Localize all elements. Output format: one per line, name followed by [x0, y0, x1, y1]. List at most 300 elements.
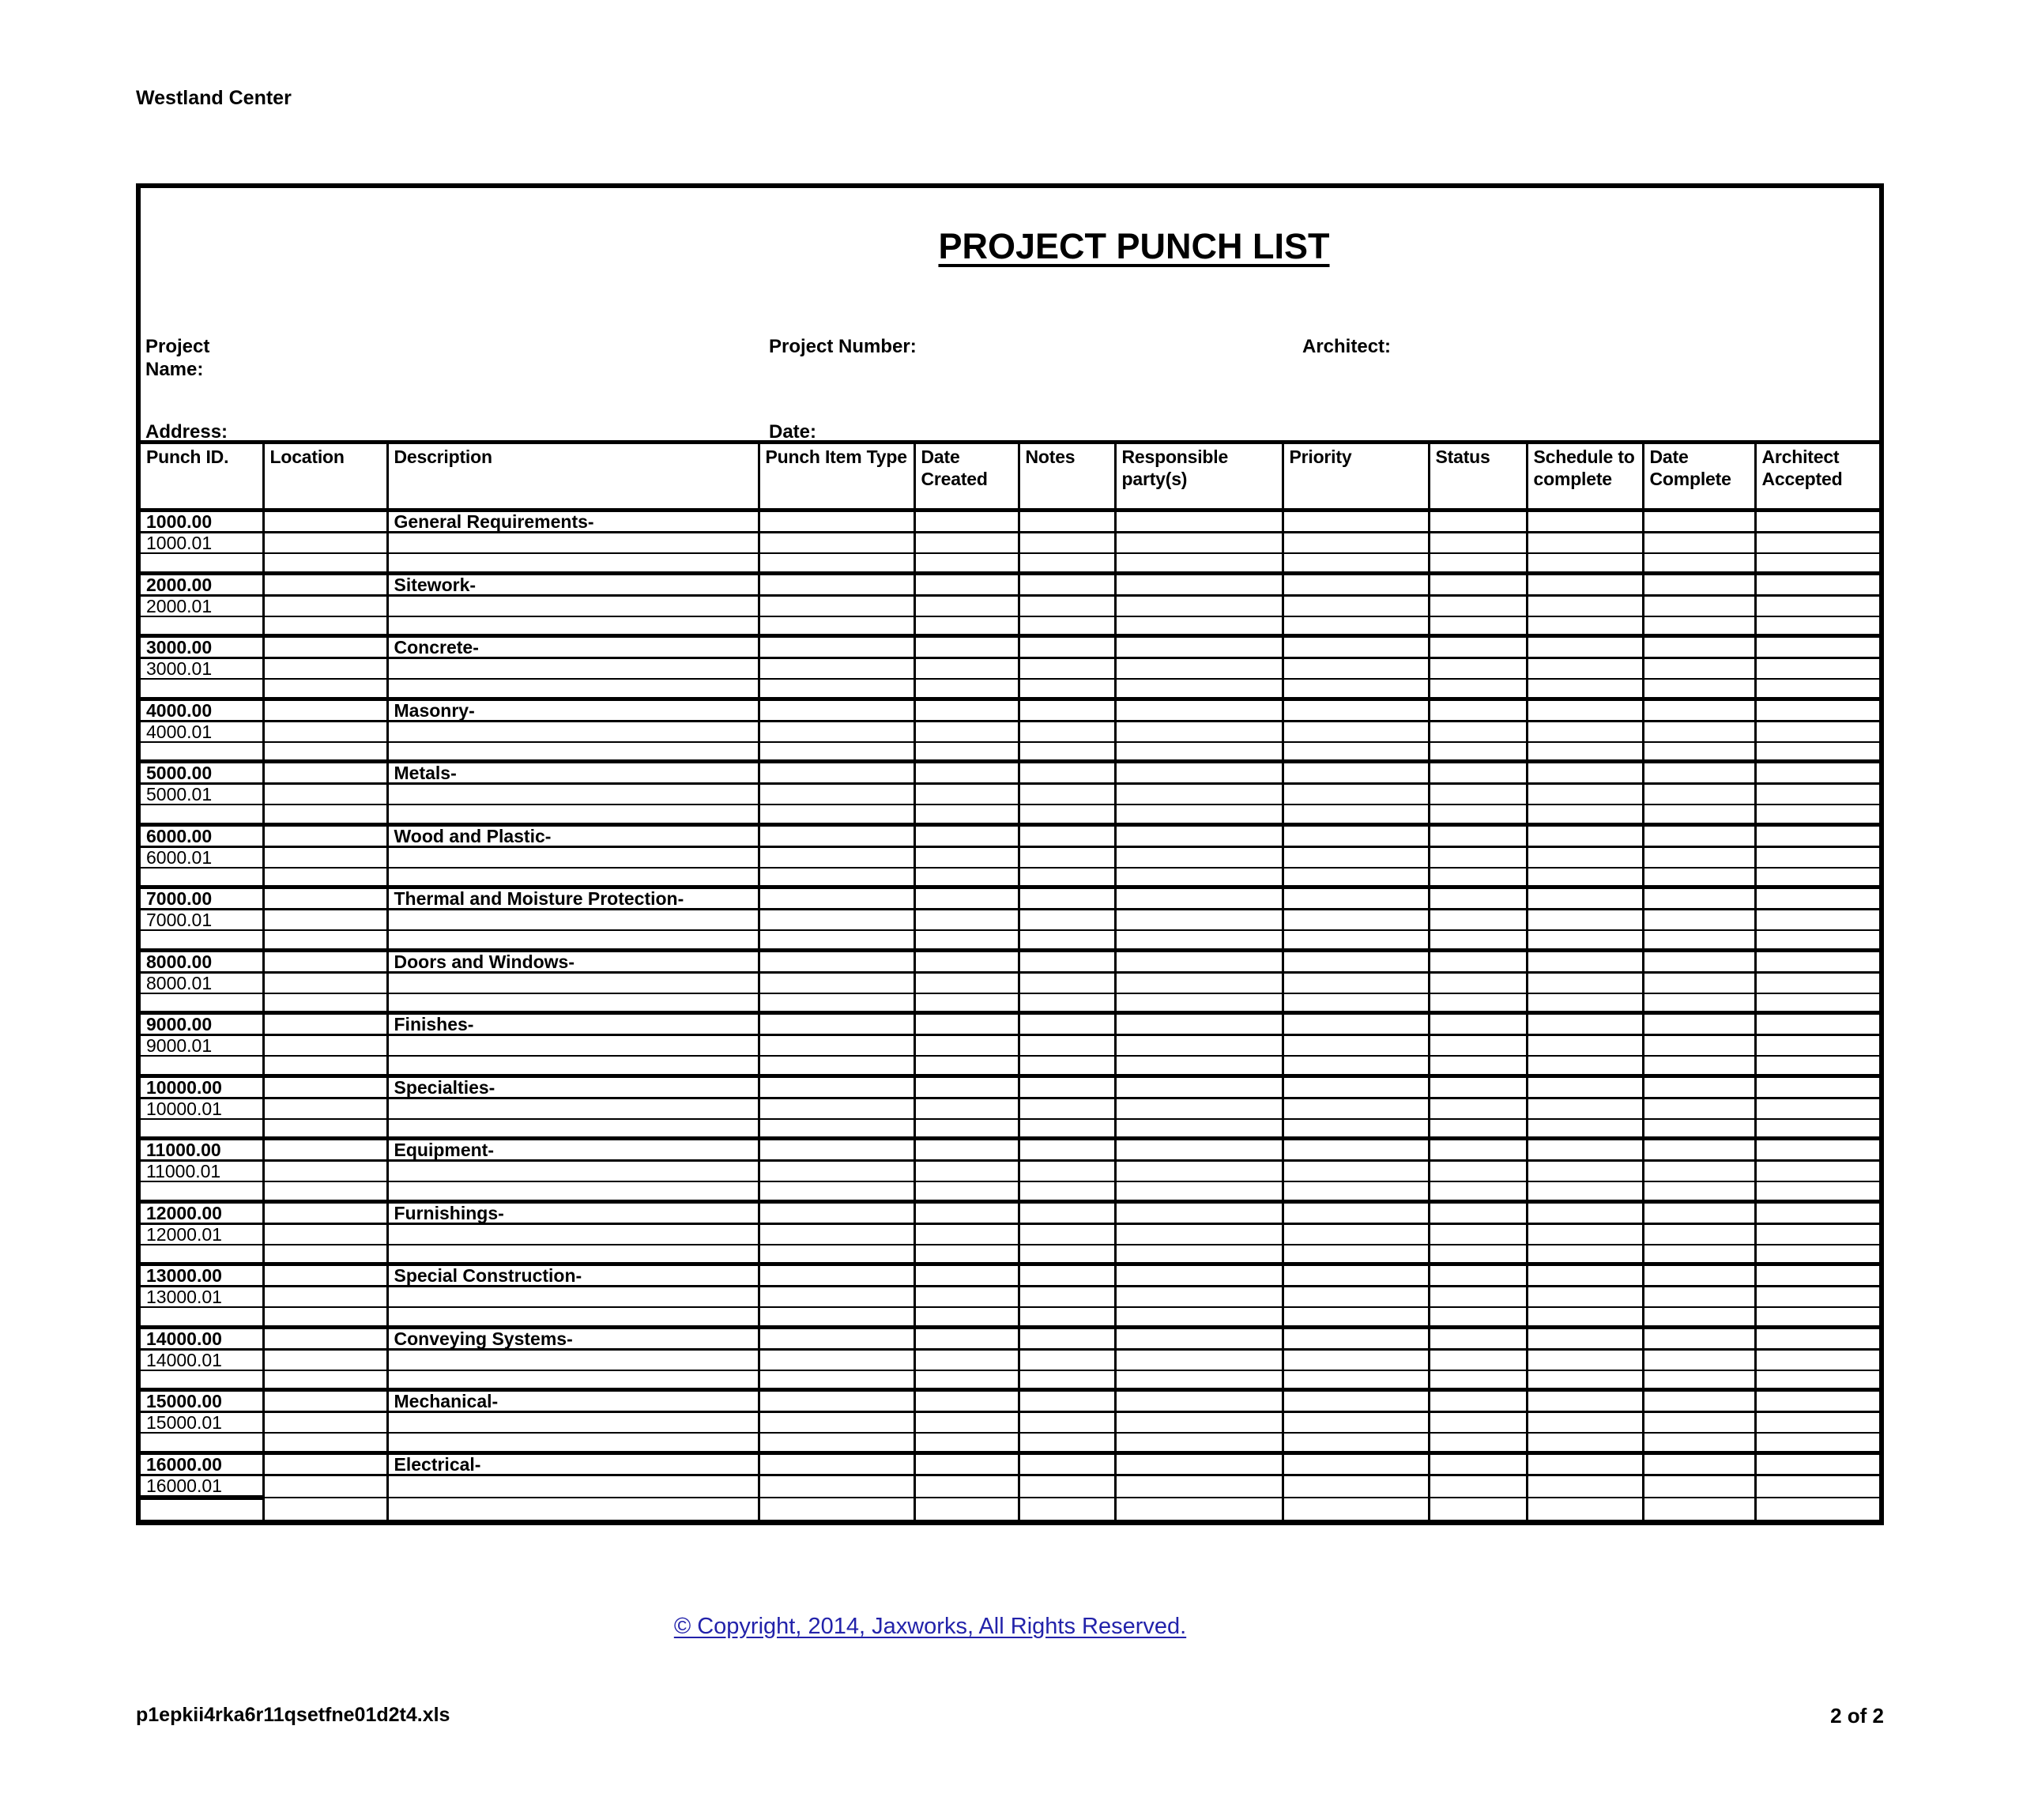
- cell-empty: [263, 1076, 387, 1098]
- cell-empty: [263, 1056, 387, 1076]
- cell-empty: [1115, 1307, 1283, 1327]
- cell-empty: [263, 1433, 387, 1453]
- cell-empty: [1755, 1119, 1879, 1139]
- cell-empty: [1429, 1370, 1527, 1390]
- cell-empty: [1755, 1307, 1879, 1327]
- cell-description: [387, 1433, 759, 1453]
- cell-empty: [1115, 1139, 1283, 1161]
- table-row: [141, 1139, 1879, 1161]
- cell-empty: [1527, 993, 1643, 1013]
- cell-description: Mechanical-: [387, 1390, 759, 1412]
- cell-description: [387, 1498, 759, 1520]
- table-row: [141, 1349, 1879, 1370]
- cell-empty: [1283, 699, 1429, 721]
- cell-empty: [1755, 910, 1879, 931]
- cell-empty: [1643, 616, 1755, 636]
- cell-empty: [1283, 1264, 1429, 1287]
- cell-empty: [1527, 1264, 1643, 1287]
- cell-empty: [1115, 1223, 1283, 1245]
- cell-punch-id: 14000.00: [146, 1328, 222, 1349]
- cell-empty: [1115, 658, 1283, 680]
- cell-empty: [914, 1139, 1019, 1161]
- cell-empty: [759, 595, 914, 616]
- cell-empty: [914, 1056, 1019, 1076]
- cell-empty: [1429, 846, 1527, 868]
- cell-empty: [1755, 1433, 1879, 1453]
- cell-empty: [1527, 511, 1643, 533]
- cell-empty: [759, 1287, 914, 1308]
- cell-empty: [1429, 1035, 1527, 1057]
- cell-empty: [759, 930, 914, 950]
- cell-empty: [1755, 553, 1879, 573]
- cell-empty: [1019, 679, 1115, 699]
- cell-punch-id: 16000.01: [141, 1475, 263, 1498]
- table-row: [141, 1287, 1879, 1308]
- cell-empty: [1527, 1433, 1643, 1453]
- cell-empty: [1283, 804, 1429, 824]
- cell-empty: [914, 658, 1019, 680]
- cell-empty: [263, 1245, 387, 1264]
- cell-empty: [759, 1098, 914, 1119]
- cell-empty: [1643, 950, 1755, 972]
- project-name-label: Project Name:: [145, 336, 210, 380]
- cell-empty: [914, 972, 1019, 993]
- cell-empty: [1755, 1264, 1879, 1287]
- cell-empty: [1527, 533, 1643, 554]
- cell-punch-id: 14000.01: [146, 1349, 222, 1370]
- cell-empty: [1283, 1433, 1429, 1453]
- cell-empty: [1115, 533, 1283, 554]
- cell-empty: [1643, 1181, 1755, 1201]
- cell-empty: [1115, 1013, 1283, 1035]
- cell-empty: [1283, 1098, 1429, 1119]
- cell-empty: [914, 679, 1019, 699]
- cell-empty: [759, 1433, 914, 1453]
- cell-empty: [1283, 930, 1429, 950]
- table-row: [141, 804, 1879, 824]
- cell-empty: [1019, 1264, 1115, 1287]
- cell-empty: [1019, 972, 1115, 993]
- cell-empty: [263, 868, 387, 887]
- cell-empty: [1019, 784, 1115, 805]
- cell-empty: [1115, 1119, 1283, 1139]
- cell-empty: [1643, 1349, 1755, 1370]
- cell-empty: [1283, 846, 1429, 868]
- cell-empty: [263, 1013, 387, 1035]
- cell-empty: [1019, 721, 1115, 742]
- cell-empty: [1283, 1119, 1429, 1139]
- cell-empty: [914, 1412, 1019, 1434]
- cell-empty: [759, 784, 914, 805]
- cell-empty: [1115, 511, 1283, 533]
- footer-page-number: 2 of 2: [1830, 1704, 1884, 1728]
- cell-description: [387, 804, 759, 824]
- cell-empty: [263, 1390, 387, 1412]
- cell-empty: [1115, 1287, 1283, 1308]
- cell-empty: [914, 868, 1019, 887]
- cell-empty: [1643, 1035, 1755, 1057]
- cell-empty: [1643, 1433, 1755, 1453]
- cell-empty: [1115, 1327, 1283, 1349]
- table-row: [141, 1433, 1879, 1453]
- column-header-notes: Notes: [1019, 443, 1115, 511]
- cell-punch-id: 12000.01: [146, 1223, 222, 1245]
- cell-empty: [1429, 1307, 1527, 1327]
- cell-empty: [759, 1327, 914, 1349]
- cell-empty: [263, 553, 387, 573]
- page-title: PROJECT PUNCH LIST: [938, 226, 1330, 266]
- cell-empty: [1429, 533, 1527, 554]
- cell-empty: [1643, 910, 1755, 931]
- cell-empty: [1643, 804, 1755, 824]
- cell-empty: [759, 1475, 914, 1498]
- cell-empty: [1429, 658, 1527, 680]
- cell-empty: [759, 1498, 914, 1520]
- cell-empty: [1527, 553, 1643, 573]
- cell-empty: [914, 595, 1019, 616]
- table-row: [141, 658, 1879, 680]
- cell-empty: [1755, 1349, 1879, 1370]
- cell-empty: [1643, 636, 1755, 658]
- cell-empty: [759, 511, 914, 533]
- cell-punch-id: [141, 679, 263, 699]
- cell-empty: [263, 699, 387, 721]
- cell-description: Sitework-: [387, 573, 759, 595]
- cell-empty: [1115, 1076, 1283, 1098]
- cell-description: [387, 1412, 759, 1434]
- cell-empty: [759, 1201, 914, 1223]
- cell-empty: [1527, 868, 1643, 887]
- table-row: [141, 1098, 1879, 1119]
- cell-empty: [1115, 1035, 1283, 1057]
- cell-empty: [1283, 1498, 1429, 1520]
- cell-empty: [1019, 1201, 1115, 1223]
- cell-description: [387, 972, 759, 993]
- table-row: [141, 573, 1879, 595]
- cell-empty: [1429, 1349, 1527, 1370]
- cell-empty: [1755, 1245, 1879, 1264]
- column-header-location: Location: [263, 443, 387, 511]
- cell-empty: [1429, 595, 1527, 616]
- cell-empty: [1527, 887, 1643, 910]
- cell-empty: [1527, 636, 1643, 658]
- table-row: [141, 721, 1879, 742]
- cell-empty: [1283, 1453, 1429, 1475]
- cell-empty: [1283, 1370, 1429, 1390]
- table-row: [141, 1370, 1879, 1390]
- column-header-description: Description: [387, 443, 759, 511]
- cell-empty: [1755, 846, 1879, 868]
- cell-empty: [1527, 679, 1643, 699]
- cell-empty: [1283, 1307, 1429, 1327]
- cell-empty: [914, 636, 1019, 658]
- cell-empty: [1643, 824, 1755, 846]
- cell-empty: [759, 1013, 914, 1035]
- cell-empty: [1527, 1076, 1643, 1098]
- cell-empty: [914, 784, 1019, 805]
- cell-empty: [1643, 573, 1755, 595]
- cell-punch-id: 5000.01: [146, 784, 213, 804]
- cell-empty: [1019, 1139, 1115, 1161]
- cell-empty: [1755, 930, 1879, 950]
- cell-punch-id: 16000.00: [146, 1453, 222, 1475]
- cell-empty: [1527, 972, 1643, 993]
- cell-empty: [1019, 1327, 1115, 1349]
- cell-empty: [1019, 553, 1115, 573]
- cell-description: Metals-: [387, 762, 759, 784]
- cell-empty: [1755, 1475, 1879, 1498]
- cell-empty: [914, 930, 1019, 950]
- cell-empty: [1755, 784, 1879, 805]
- table-row: [141, 868, 1879, 887]
- cell-empty: [1019, 699, 1115, 721]
- cell-empty: [263, 1307, 387, 1327]
- cell-empty: [1115, 1181, 1283, 1201]
- cell-empty: [1283, 511, 1429, 533]
- cell-empty: [1643, 887, 1755, 910]
- cell-empty: [759, 804, 914, 824]
- cell-empty: [914, 1433, 1019, 1453]
- cell-empty: [1643, 1223, 1755, 1245]
- cell-empty: [1019, 910, 1115, 931]
- table-row: [141, 533, 1879, 554]
- cell-empty: [1643, 930, 1755, 950]
- cell-empty: [1643, 595, 1755, 616]
- cell-description: [387, 846, 759, 868]
- cell-empty: [1527, 573, 1643, 595]
- cell-empty: [759, 742, 914, 762]
- cell-punch-id: 11000.00: [146, 1140, 221, 1160]
- cell-empty: [263, 930, 387, 950]
- cell-empty: [1755, 1161, 1879, 1182]
- cell-empty: [1527, 699, 1643, 721]
- cell-empty: [914, 553, 1019, 573]
- cell-empty: [914, 1390, 1019, 1412]
- cell-empty: [1429, 511, 1527, 533]
- cell-punch-id: 6000.01: [146, 846, 213, 868]
- column-header-punch-item-type: Punch Item Type: [759, 443, 914, 511]
- cell-empty: [1527, 1161, 1643, 1182]
- cell-empty: [1115, 742, 1283, 762]
- cell-empty: [1283, 1056, 1429, 1076]
- cell-empty: [914, 1076, 1019, 1098]
- cell-empty: [759, 1370, 914, 1390]
- cell-empty: [914, 511, 1019, 533]
- cell-empty: [1115, 824, 1283, 846]
- table-row: [141, 1412, 1879, 1434]
- cell-empty: [914, 1181, 1019, 1201]
- cell-empty: [1429, 1498, 1527, 1520]
- table-row: [141, 1264, 1879, 1287]
- cell-description: [387, 1475, 759, 1498]
- table-row: [141, 1013, 1879, 1035]
- cell-empty: [263, 762, 387, 784]
- cell-description: Special Construction-: [387, 1264, 759, 1287]
- cell-empty: [1527, 824, 1643, 846]
- cell-empty: [1527, 1013, 1643, 1035]
- cell-empty: [1115, 846, 1283, 868]
- cell-empty: [1283, 1327, 1429, 1349]
- cell-empty: [263, 1035, 387, 1057]
- cell-empty: [1283, 950, 1429, 972]
- cell-empty: [759, 1035, 914, 1057]
- cell-empty: [1643, 679, 1755, 699]
- cell-empty: [1283, 1475, 1429, 1498]
- column-header-schedule-to-complete: Schedule to complete: [1527, 443, 1643, 511]
- cell-empty: [1643, 762, 1755, 784]
- cell-empty: [1115, 1161, 1283, 1182]
- cell-empty: [1283, 868, 1429, 887]
- cell-empty: [1429, 553, 1527, 573]
- cell-empty: [263, 595, 387, 616]
- cell-empty: [1115, 804, 1283, 824]
- cell-empty: [263, 1264, 387, 1287]
- cell-empty: [759, 1349, 914, 1370]
- cell-empty: [1283, 1181, 1429, 1201]
- cell-punch-id: 5000.00: [146, 763, 213, 783]
- cell-punch-id: [141, 1119, 263, 1139]
- cell-empty: [263, 1201, 387, 1223]
- cell-empty: [1429, 679, 1527, 699]
- cell-empty: [914, 573, 1019, 595]
- cell-description: Concrete-: [387, 636, 759, 658]
- cell-empty: [759, 1245, 914, 1264]
- cell-empty: [263, 1139, 387, 1161]
- cell-punch-id: 3000.01: [146, 658, 213, 679]
- cell-empty: [1115, 887, 1283, 910]
- table-row: [141, 1076, 1879, 1098]
- cell-empty: [914, 1327, 1019, 1349]
- cell-empty: [1527, 846, 1643, 868]
- table-row: [141, 1119, 1879, 1139]
- cell-empty: [263, 910, 387, 931]
- cell-empty: [1115, 762, 1283, 784]
- cell-empty: [1115, 784, 1283, 805]
- cell-empty: [1429, 910, 1527, 931]
- table-row: [141, 616, 1879, 636]
- cell-empty: [914, 1223, 1019, 1245]
- cell-empty: [263, 784, 387, 805]
- cell-empty: [1527, 784, 1643, 805]
- cell-empty: [759, 972, 914, 993]
- cell-empty: [1429, 972, 1527, 993]
- column-header-date-created: Date Created: [914, 443, 1019, 511]
- cell-empty: [1643, 1264, 1755, 1287]
- cell-punch-id: [141, 868, 263, 887]
- cell-empty: [1755, 742, 1879, 762]
- cell-empty: [263, 1119, 387, 1139]
- cell-empty: [1115, 573, 1283, 595]
- cell-punch-id: 10000.01: [146, 1098, 222, 1119]
- cell-empty: [1527, 1098, 1643, 1119]
- copyright-link[interactable]: © Copyright, 2014, Jaxworks, All Rights Reserved.: [673, 1614, 1187, 1639]
- cell-empty: [1429, 762, 1527, 784]
- cell-empty: [1283, 1245, 1429, 1264]
- table-row: [141, 1201, 1879, 1223]
- cell-empty: [263, 721, 387, 742]
- table-row: [141, 553, 1879, 573]
- cell-empty: [1019, 636, 1115, 658]
- cell-empty: [1527, 762, 1643, 784]
- cell-empty: [1019, 511, 1115, 533]
- cell-empty: [914, 721, 1019, 742]
- table-row: [141, 784, 1879, 805]
- cell-empty: [1755, 658, 1879, 680]
- cell-description: [387, 1161, 759, 1182]
- cell-empty: [263, 993, 387, 1013]
- cell-punch-id: [141, 993, 263, 1013]
- cell-punch-id: [141, 1056, 263, 1076]
- cell-empty: [1115, 721, 1283, 742]
- cell-empty: [1019, 616, 1115, 636]
- cell-empty: [1755, 1412, 1879, 1434]
- cell-empty: [1283, 573, 1429, 595]
- cell-description: [387, 784, 759, 805]
- cell-description: [387, 1035, 759, 1057]
- punch-list-table: [141, 440, 1879, 1520]
- cell-empty: [1755, 636, 1879, 658]
- cell-empty: [1755, 1201, 1879, 1223]
- cell-empty: [1643, 868, 1755, 887]
- cell-empty: [1019, 824, 1115, 846]
- table-row: [141, 993, 1879, 1013]
- cell-empty: [1755, 950, 1879, 972]
- cell-empty: [1643, 1056, 1755, 1076]
- cell-empty: [914, 1119, 1019, 1139]
- sheet-box: [136, 183, 1884, 1525]
- cell-empty: [1527, 1327, 1643, 1349]
- cell-empty: [1115, 595, 1283, 616]
- cell-empty: [1527, 1412, 1643, 1434]
- cell-empty: [1283, 721, 1429, 742]
- cell-empty: [263, 616, 387, 636]
- cell-empty: [914, 887, 1019, 910]
- cell-punch-id: 8000.00: [146, 951, 213, 972]
- cell-empty: [759, 553, 914, 573]
- table-row: [141, 824, 1879, 846]
- cell-empty: [1643, 1139, 1755, 1161]
- cell-empty: [1283, 1139, 1429, 1161]
- table-row: [141, 1035, 1879, 1057]
- cell-description: [387, 616, 759, 636]
- cell-empty: [759, 1412, 914, 1434]
- cell-empty: [1755, 721, 1879, 742]
- cell-empty: [263, 679, 387, 699]
- cell-empty: [1019, 1056, 1115, 1076]
- cell-empty: [1527, 1119, 1643, 1139]
- cell-empty: [1019, 595, 1115, 616]
- cell-empty: [1527, 950, 1643, 972]
- cell-empty: [1283, 1201, 1429, 1223]
- cell-empty: [1115, 1412, 1283, 1434]
- table-row: [141, 1498, 1879, 1520]
- cell-empty: [1429, 1475, 1527, 1498]
- architect-label: Architect:: [1302, 336, 1392, 357]
- cell-empty: [1429, 1013, 1527, 1035]
- cell-punch-id: [141, 1498, 263, 1520]
- cell-empty: [1429, 1433, 1527, 1453]
- column-header-architect-accepted: Architect Accepted: [1755, 443, 1879, 511]
- cell-description: [387, 1119, 759, 1139]
- table-row: [141, 887, 1879, 910]
- cell-empty: [1019, 1181, 1115, 1201]
- cell-empty: [263, 1223, 387, 1245]
- cell-empty: [1283, 824, 1429, 846]
- cell-empty: [759, 868, 914, 887]
- cell-empty: [1019, 1412, 1115, 1434]
- cell-empty: [263, 950, 387, 972]
- cell-empty: [914, 762, 1019, 784]
